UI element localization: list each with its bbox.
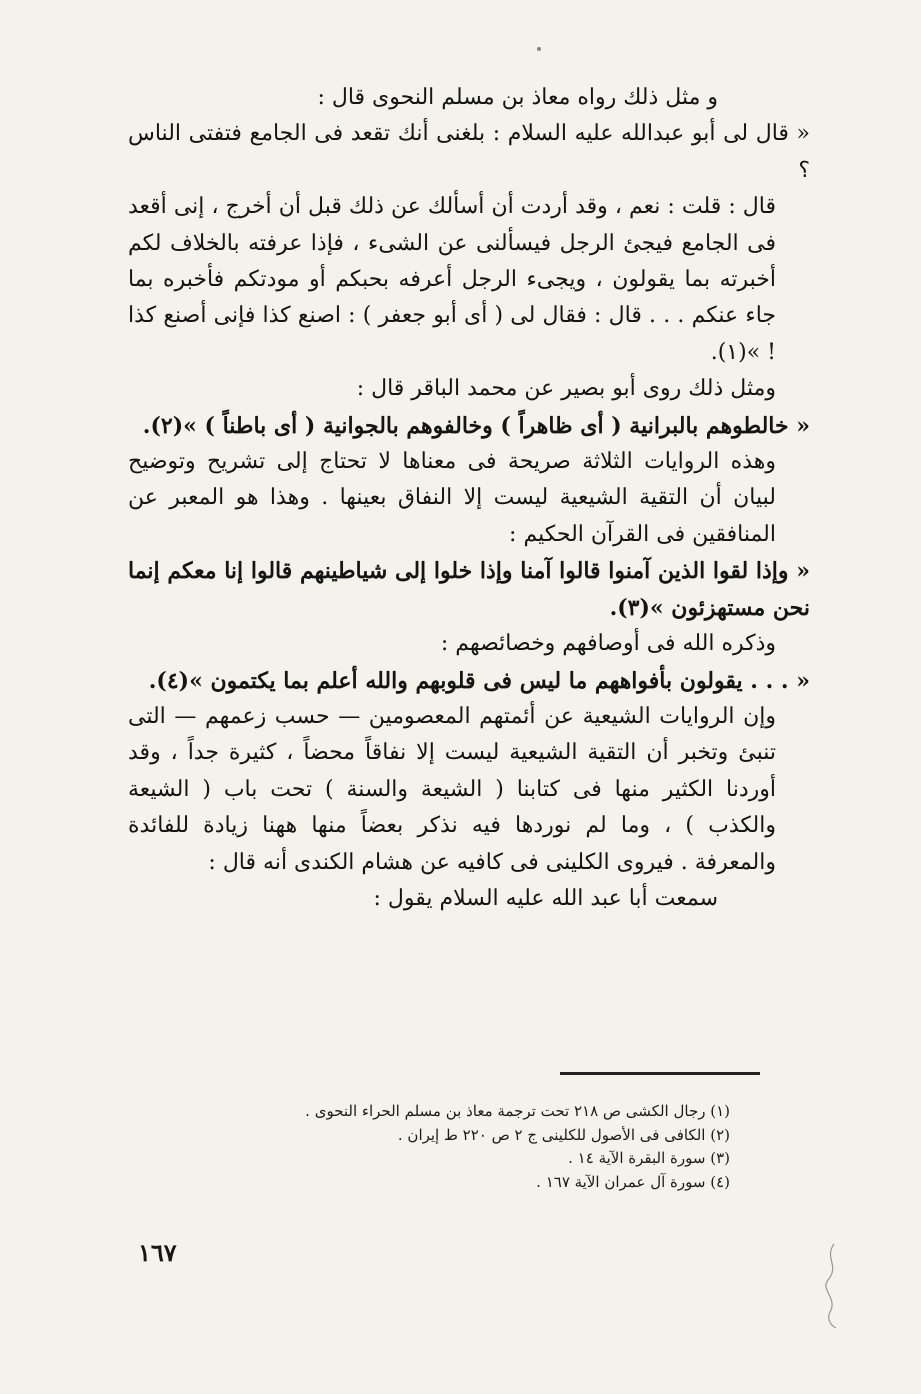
footnote-item: (٤) سورة آل عمران الآية ١٦٧ . — [536, 1172, 730, 1191]
paragraph-qultu-naam: قال : قلت : نعم ، وقد أردت أن أسألك عن ذلك قبل أن أخرج ، إنى أقعد فى الجامع فيجئ الرجل فيسألنى عن الشىء ، فإذا عرفته بالخلاف لكم أخبرته بما يقولون ، ويجىء الرجل أعرفه بحبكم أو مودتكم فأخبره بما جاء عنكم . . . قال : فقال لى ( أى أبو جعفر ) : اصنع كذا فإنى أصنع كذا ! »(١). — [128, 194, 776, 365]
paragraph-shia-narrations: وإن الروايات الشيعية عن أئمتهم المعصومين — حسب زعمهم — التى تنبئ وتخبر أن التقية الشيعية ليست إلا نفاقاً محضاً ، كثيرة جداً ، وقد أوردنا الكثير منها فى كتابنا ( الشيعة والسنة ) تحت باب ( الشيعة والكذب ) ، وما لم نوردها فيه نذكر بعضاً منها ههنا زيادة للفائدة والمعرفة . فيروى الكلينى فى كافيه عن هشام الكندى أنه قال : — [128, 703, 776, 875]
quote-abu-abdullah: « قال لى أبو عبدالله عليه السلام : بلغنى أنك تقعد فى الجامع فتفتى الناس ؟ — [128, 121, 810, 183]
main-text — [128, 80, 810, 917]
footnote-item: (٣) سورة البقرة الآية ١٤ . — [568, 1149, 730, 1167]
pencil-mark — [810, 1240, 850, 1330]
quran-quote-al-imran: « . . . يقولون بأفواههم ما ليس فى قلوبهم والله أعلم بما يكتمون »(٤). — [148, 667, 810, 694]
footnote-item: (٢) الكافى فى الأصول للكلينى ج ٢ ص ٢٢٠ ط إيران . — [397, 1125, 730, 1144]
quran-quote-baqarah: « وإذا لقوا الذين آمنوا قالوا آمنا وإذا خلوا إلى شياطينهم قالوا إنا معكم إنما نحن مستهزئون »(٣). — [128, 558, 810, 621]
paragraph-dhakarahu: وذكره الله فى أوصافهم وخصائصهم : — [440, 631, 776, 657]
footnote-separator — [560, 1072, 760, 1075]
paragraph-samitu: سمعت أبا عبد الله عليه السلام يقول : — [373, 885, 718, 911]
paragraph-three-narrations: وهذه الروايات الثلاثة صريحة فى معناها لا تحتاج إلى تشريح وتوضيح لبيان أن التقية الشيعية ليست إلا النفاق بعينها . وهذا هو المعبر عن المنافقين فى القرآن الحكيم : — [128, 449, 776, 547]
paragraph-abu-basir: ومثل ذلك روى أبو بصير عن محمد الباقر قال : — [356, 376, 776, 402]
ink-speck — [537, 47, 541, 51]
page-number: ١٦٧ — [138, 1238, 177, 1267]
footnote-item: (١) رجال الكشى ص ٢١٨ تحت ترجمة معاذ بن مسلم الحراء النحوى . — [305, 1102, 730, 1120]
paragraph-intro-muadh: و مثل ذلك رواه معاذ بن مسلم النحوى قال : — [317, 85, 718, 110]
quote-khalituhum: « خالطوهم بالبرانية ( أى ظاهراً ) وخالفوهم بالجوانية ( أى باطناً ) »(٢). — [142, 412, 810, 439]
footnotes-list — [240, 1100, 730, 1194]
